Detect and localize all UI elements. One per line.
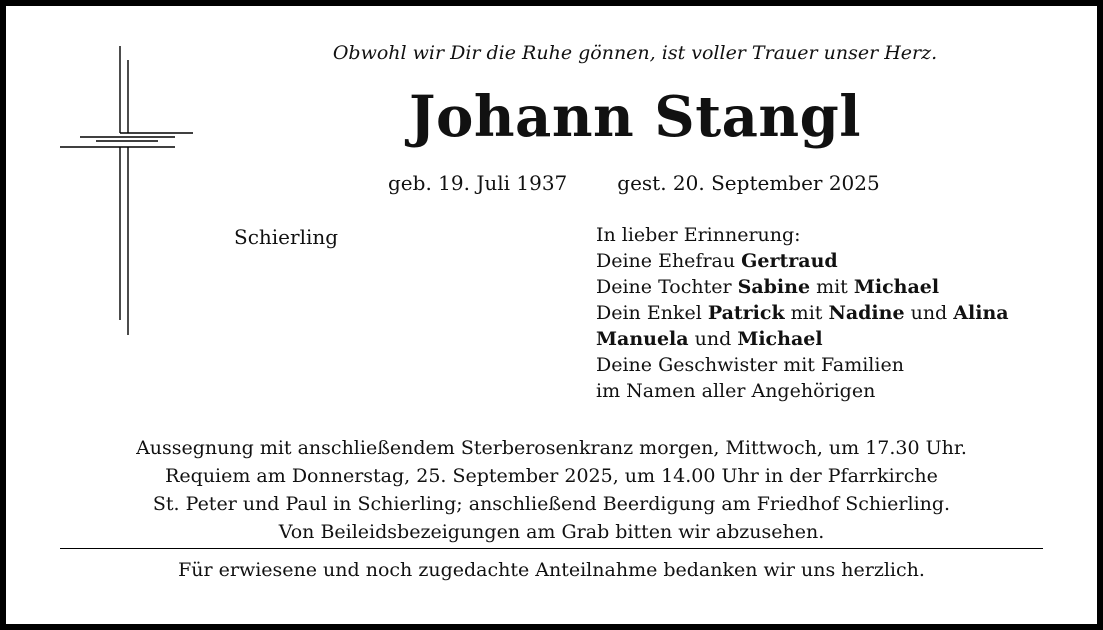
mourner-line [596, 352, 1009, 378]
service-line: Aussegnung mit anschließendem Sterberosenkranz morgen, Mittwoch, um 17.30 Uhr. [136, 437, 967, 459]
service-line: Von Beileidsbezeigungen am Grab bitten wir abzusehen. [278, 521, 825, 543]
mourner-text: Deine Ehefrau [596, 250, 742, 272]
birth-date: geb. 19. Juli 1937 [388, 171, 568, 195]
mourner-text: mit [784, 302, 829, 324]
place-of-residence: Schierling [234, 225, 339, 249]
mourner-text: mit [810, 276, 854, 298]
mourner-line [596, 326, 1009, 352]
life-dates [388, 171, 880, 195]
mourner-name: Manuela [596, 328, 689, 350]
thanks-note: Für erwiesene und noch zugedachte Anteilnahme bedanken wir uns herzlich. [178, 559, 925, 581]
mourner-text: im Namen aller Angehörigen [596, 380, 876, 402]
mourners-block [596, 222, 1009, 404]
mourner-line [596, 378, 1009, 404]
service-line: St. Peter und Paul in Schierling; anschließend Beerdigung am Friedhof Schierling. [152, 493, 951, 515]
deceased-name: Johann Stangl [408, 84, 861, 150]
mourner-line [596, 274, 1009, 300]
mourner-name: Michael [737, 328, 823, 350]
mourner-name: Patrick [707, 302, 785, 324]
divider [60, 548, 1043, 549]
mourner-text: Deine Geschwister mit Familien [596, 354, 904, 376]
mourner-name: Sabine [737, 276, 811, 298]
mourner-name: Nadine [828, 302, 905, 324]
mourner-text: Dein Enkel [596, 302, 708, 324]
mourner-name: Michael [853, 276, 940, 298]
mourner-text: und [904, 302, 954, 324]
death-date: gest. 20. September 2025 [617, 171, 880, 195]
mourner-line [596, 300, 1009, 326]
mourners-intro: In lieber Erinnerung: [596, 224, 801, 246]
service-line: Requiem am Donnerstag, 25. September 2025, um 14.00 Uhr in der Pfarrkirche [165, 465, 938, 487]
mourners-list [596, 248, 1009, 404]
mourner-name: Alina [953, 302, 1009, 324]
mourner-text: und [688, 328, 738, 350]
service-info [60, 434, 1043, 546]
motto: Obwohl wir Dir die Ruhe gönnen, ist voller Trauer unser Herz. [332, 42, 938, 64]
mourner-name: Gertraud [741, 250, 838, 272]
mourner-text: Deine Tochter [596, 276, 738, 298]
mourner-line [596, 248, 1009, 274]
cross-icon [50, 40, 210, 350]
